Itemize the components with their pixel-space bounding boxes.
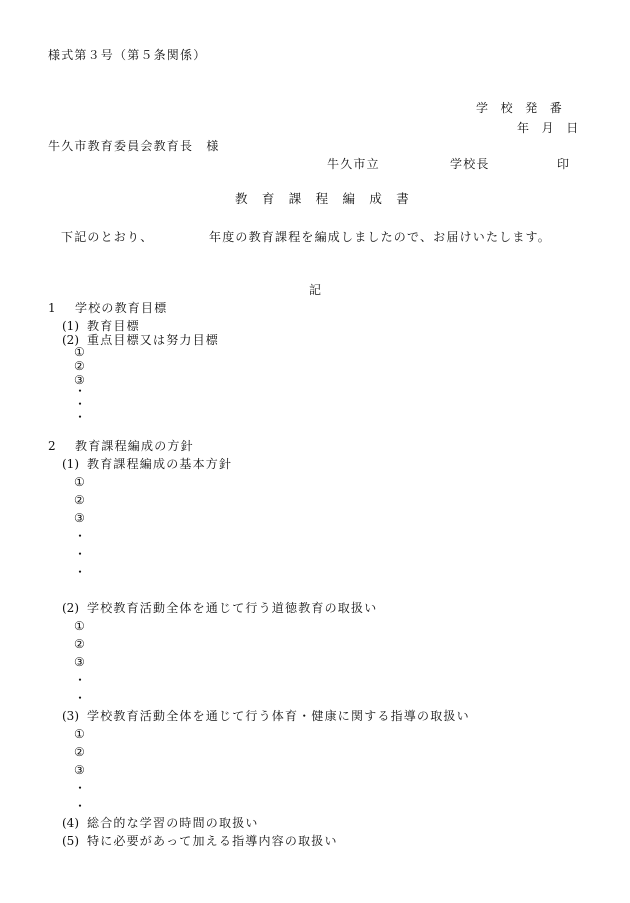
section-1-item-2-bullet: ・ [74,410,87,424]
date-label: 年月日 [517,121,591,135]
city-school-label: 牛久市立 [327,157,380,171]
section-2-heading: 教育課程編成の方針 [75,439,194,453]
section-1-number: 1 [48,301,56,315]
section-2-item-4-number: (4) [62,816,79,830]
form-number: 様式第３号（第５条関係） [48,48,207,62]
section-1-item-2-bullet: ・ [74,397,87,411]
section-2-item-3-number: (3) [62,709,79,723]
section-2-item-2-bullet: ・ [74,673,87,687]
section-2-item-1-bullet: ② [74,493,85,507]
section-2-item-4-label: 総合的な学習の時間の取扱い [87,816,259,830]
section-2-item-3-bullet: ① [74,727,85,741]
section-1-item-1-label: 教育目標 [87,319,140,333]
section-2-item-1-bullet: ・ [74,529,87,543]
section-2-number: 2 [48,439,56,453]
section-1-item-2-bullet: ① [74,345,85,359]
section-2-item-1-bullet: ③ [74,511,85,525]
section-2-item-3-label: 学校教育活動全体を通じて行う体育・健康に関する指導の取扱い [87,709,470,723]
section-2-item-2-bullet: ③ [74,655,85,669]
section-1-item-2-label: 重点目標又は努力目標 [87,333,220,347]
section-2-item-1-bullet: ① [74,475,85,489]
section-2-item-3-bullet: ② [74,745,85,759]
intro-prefix: 下記のとおり、 [61,230,154,244]
section-2-item-2-bullet: ② [74,637,85,651]
document-title: 教育課程編成書 [235,191,424,206]
ki-label: 記 [309,283,322,297]
section-2-item-1-bullet: ・ [74,547,87,561]
section-2-item-1-bullet: ・ [74,565,87,579]
section-2-item-3-bullet: ③ [74,763,85,777]
section-1-item-1-number: (1) [62,319,79,333]
section-1-item-2-bullet: ② [74,359,85,373]
addressee: 牛久市教育委員会教育長 様 [48,139,220,153]
principal-label: 学校長 [450,157,490,171]
section-2-item-3-bullet: ・ [74,781,87,795]
section-2-item-2-number: (2) [62,601,79,615]
section-2-item-5-number: (5) [62,834,79,848]
section-2-item-2-bullet: ・ [74,691,87,705]
seal-label: 印 [557,157,570,171]
section-2-item-2-bullet: ① [74,619,85,633]
section-1-heading: 学校の教育目標 [75,301,168,315]
section-2-item-1-number: (1) [62,457,79,471]
section-1-item-2-number: (2) [62,333,79,347]
section-1-item-2-bullet: ③ [74,373,85,387]
section-2-item-1-label: 教育課程編成の基本方針 [87,457,233,471]
section-2-item-2-label: 学校教育活動全体を通じて行う道徳教育の取扱い [87,601,378,615]
section-2-item-5-label: 特に必要があって加える指導内容の取扱い [87,834,338,848]
document-number-label: 学校発番 [476,101,575,115]
section-2-item-3-bullet: ・ [74,799,87,813]
intro-suffix: 年度の教育課程を編成しましたので、お届けいたします。 [209,230,552,244]
section-1-item-2-bullet: ・ [74,384,87,398]
